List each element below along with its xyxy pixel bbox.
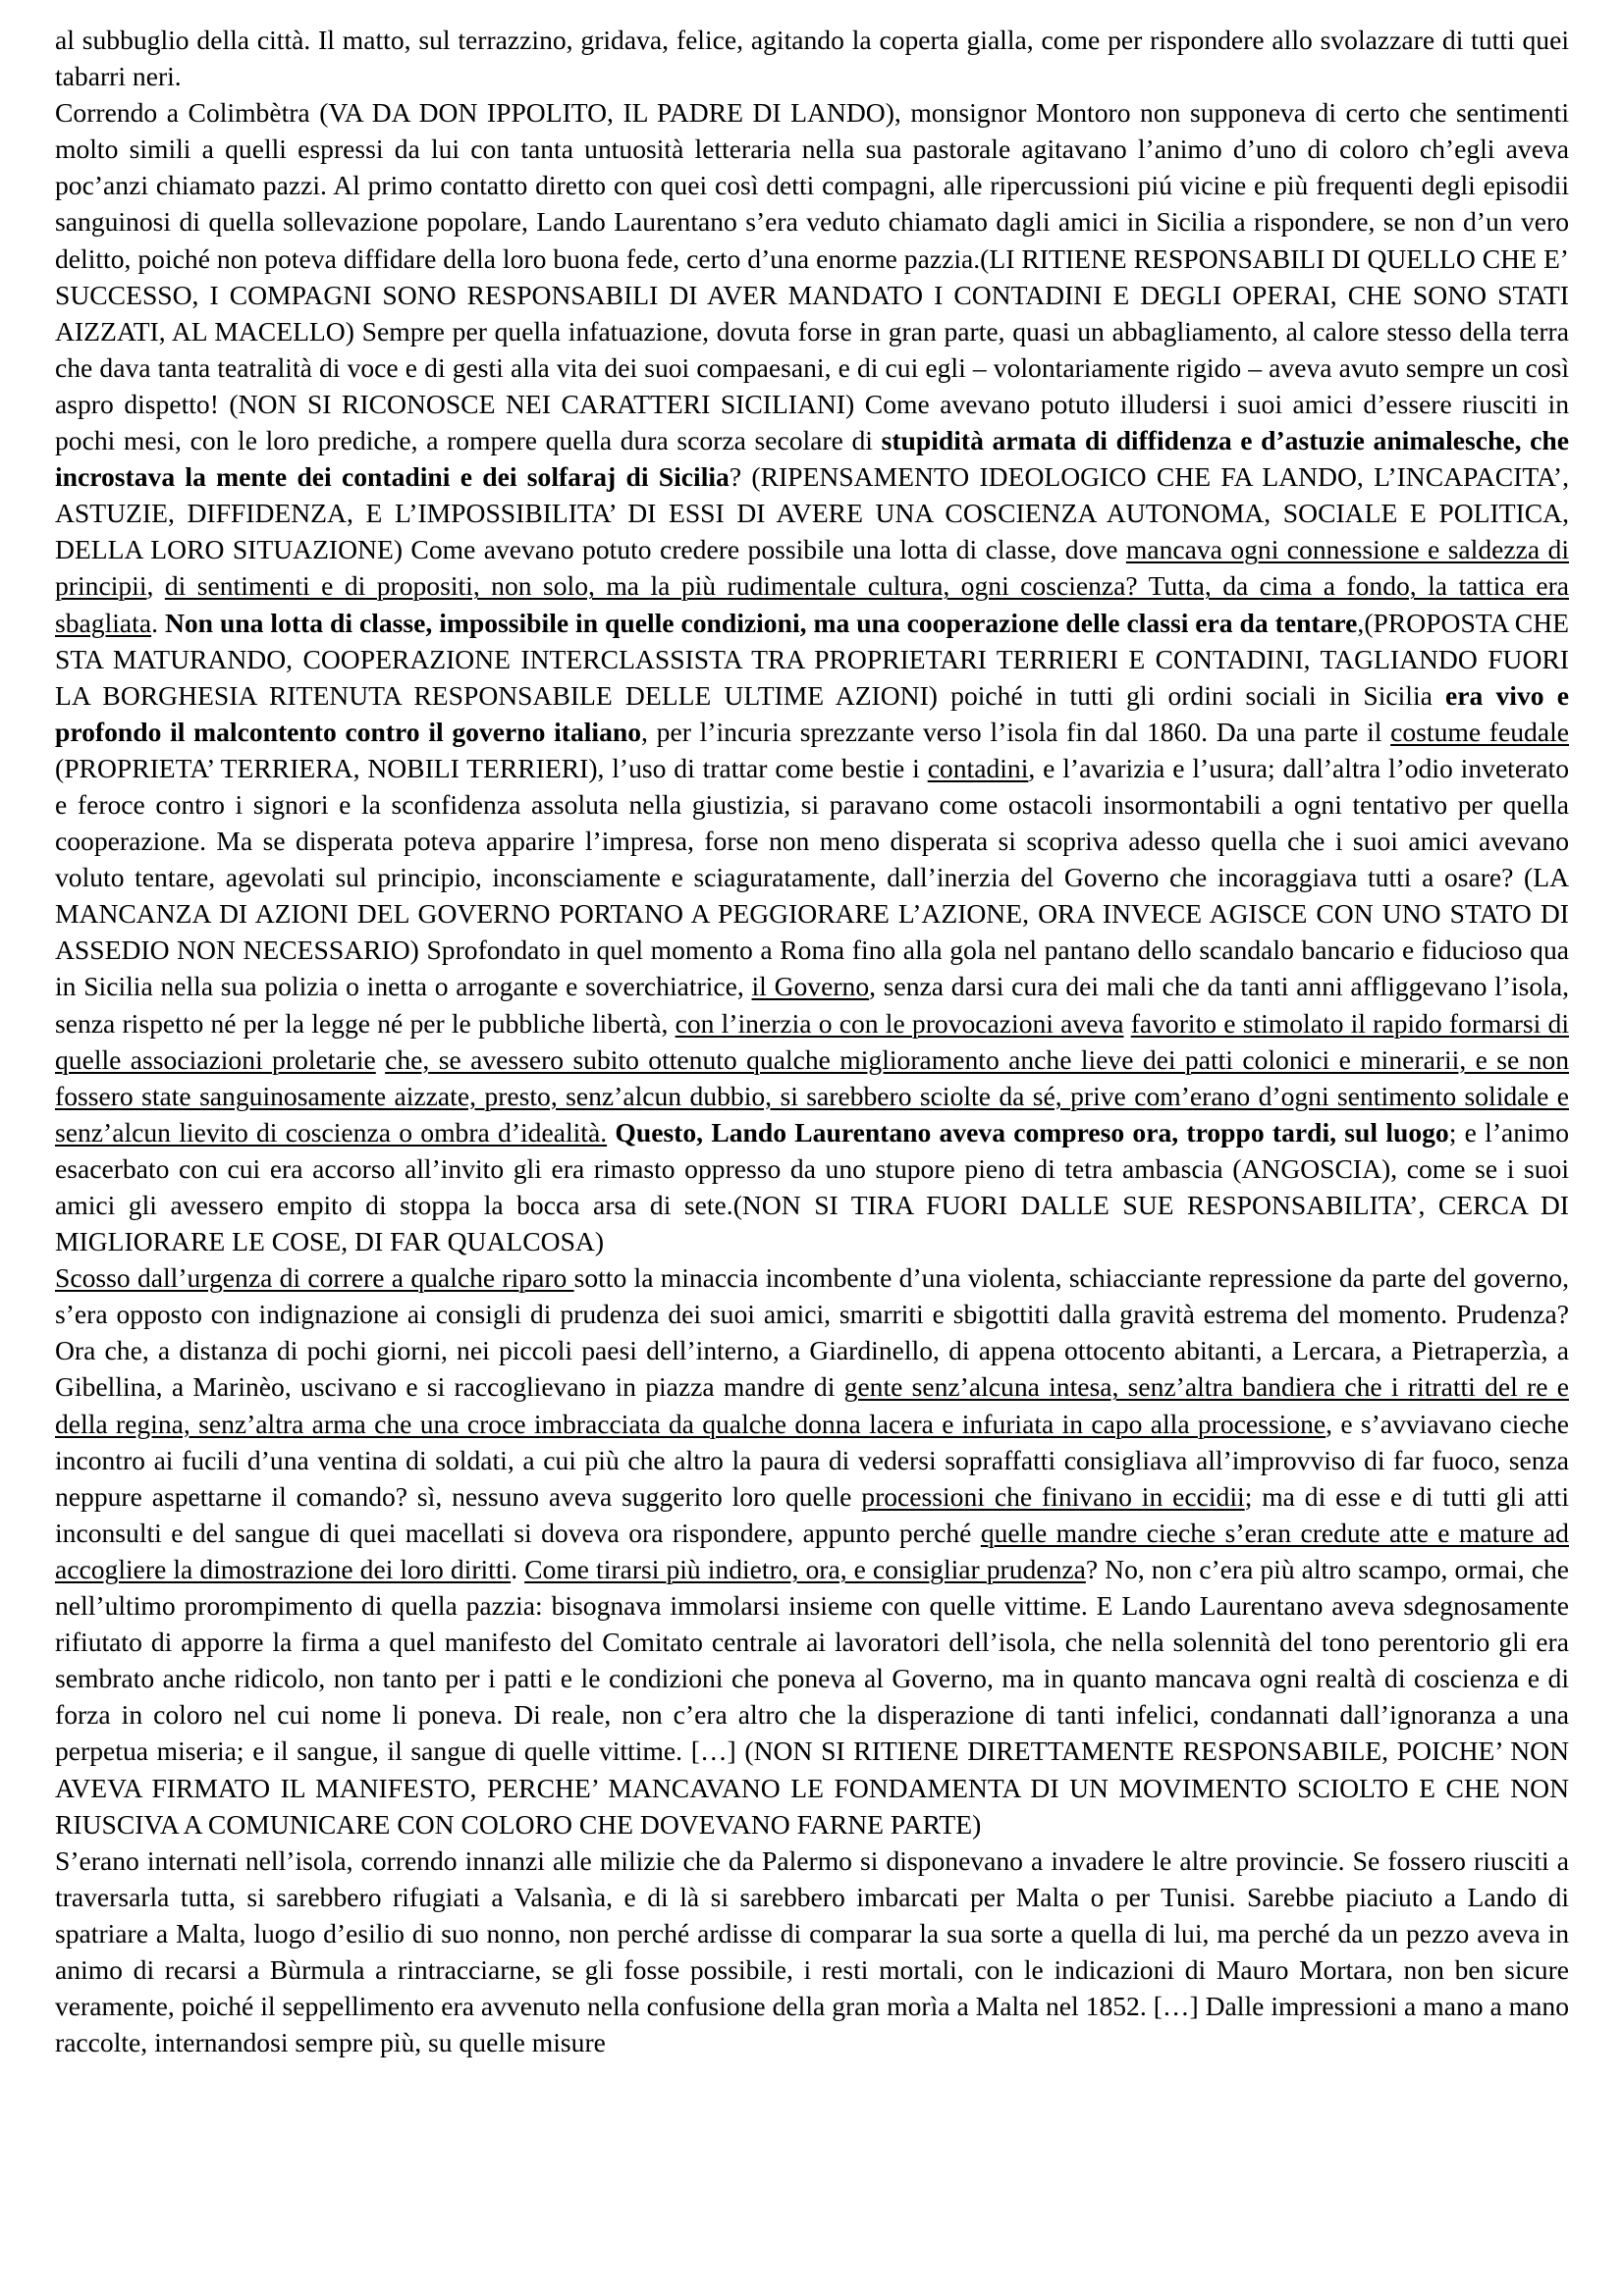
underlined-text: favorito e stimolato il rapido formarsi di quelle associazioni proletarie (55, 1007, 1569, 1075)
text-segment: sotto la minaccia incombente d’una violenta, schiacciante repressione da parte del governo, s’era opposto con indignazione ai consigli di prudenza dei suoi amici, smarriti e sbigottiti dalla gravità estrema del momento. Prudenza? Ora che, a distanza di pochi giorni, nei piccoli paesi dell’interno, a Giardinello, di appena ottocento abitanti, a Lercara, a Pietraperzìa, a Gibellina, a Marinèo, uscivano e si raccoglievano in piazza mandre di (55, 1262, 1569, 1403)
underlined-text: con l’inerzia o con le provocazioni aveva (675, 1007, 1124, 1039)
underlined-text: mancava ogni connessione e saldezza di principii (55, 534, 1569, 602)
paragraph (55, 94, 1569, 1259)
text-segment: ; e l’animo esacerbato con cui era accorso all’invito gli era rimasto oppresso da uno stupore pieno di tetra ambascia (ANGOSCIA), come se i suoi amici gli avessero empito di stoppa la bocca arsa di sete.(NON SI TIRA FUORI DALLE SUE RESPONSABILITA’, CERCA DI MIGLIORARE LE COSE, DI FAR QUALCOSA) (55, 1116, 1569, 1257)
document-body (55, 22, 1569, 2060)
bold-text: Non una lotta di classe, impossibile in quelle condizioni, ma una cooperazione delle classi era da tentare (164, 607, 1358, 638)
bold-text: Questo, Lando Laurentano aveva compreso ora, troppo tardi, sul luogo (615, 1116, 1449, 1148)
text-segment: al subbuglio della città. Il matto, sul terrazzino, gridava, felice, agitando la coperta gialla, come per rispondere allo svolazzare di tutti quei tabarri neri. (55, 25, 1569, 92)
text-segment: , per l’incuria sprezzante verso l’isola fin dal 1860. Da una parte il (641, 716, 1391, 747)
underlined-text: gente senz’alcuna intesa, senz’altra bandiera che i ritratti del re e della regina, senz’altra arma che una croce imbracciata da qualche donna lacera e infuriata in capo alla processione (55, 1371, 1569, 1439)
underlined-text: quelle mandre cieche s’eran credute atte e mature ad accogliere la dimostrazione dei loro diritti (55, 1517, 1569, 1584)
text-segment: , e l’avarizia e l’usura; dall’altra l’odio inveterato e feroce contro i signori e la sconfidenza assoluta nella giustizia, si paravano come ostacoli insormontabili a ogni tentativo per quella cooperazione. Ma se disperata poteva apparire l’impresa, forse non meno disperata si scopriva adesso quella che i suoi amici avevano voluto tentare, agevolati sul principio, inconsciamente e sciaguratamente, dall’inerzia del Governo che incoraggiava tutti a osare? (LA MANCANZA DI AZIONI DEL GOVERNO PORTANO A PEGGIORARE L’AZIONE, ORA INVECE AGISCE CON UNO STATO DI ASSEDIO NON NECESSARIO) Sprofondato in quel momento a Roma fino alla gola nel pantano dello scandalo bancario e fiducioso qua in Sicilia nella sua polizia o inetta o arrogante e soverchiatrice, (55, 752, 1569, 1002)
underlined-text: costume feudale (1390, 716, 1569, 747)
text-segment: ? No, non c’era più altro scampo, ormai, che nell’ultimo prorompimento di quella pazzia: bisognava immolarsi insieme con quelle vittime. E Lando Laurentano aveva sdegnosamente rifiutato di apporre la firma a quel manifesto del Comitato centrale ai lavoratori dell’isola, che nella solennità del tono perentorio gli era sembrato anche ridicolo, non tanto per i patti e le condizioni che poneva al Governo, ma in quanto mancava ogni realtà di coscienza e di forza in coloro nel cui nome li poneva. Di reale, non c’era altro che la disperazione di tanti infelici, condannati dall’ignoranza a una perpetua miseria; e il sangue, il sangue di quelle vittime. […] (NON SI RITIENE DIRETTAMENTE RESPONSABILE, POICHE’ NON AVEVA FIRMATO IL MANIFESTO, PERCHE’ MANCAVANO LE FONDAMENTA DI UN MOVIMENTO SCIOLTO E CHE NON RIUSCIVA A COMUNICARE CON COLORO CHE DOVEVANO FARNE PARTE) (55, 1553, 1570, 1840)
text-segment: , e s’avviavano cieche incontro ai fucili d’una ventina di soldati, a cui più che altro la paura di vedersi sopraffatti consigliava all’improvviso di far fuoco, senza neppure aspettarne il comando? sì, nessuno aveva suggerito loro quelle (55, 1408, 1569, 1512)
underlined-text: contadini (927, 752, 1029, 783)
bold-text: stupidità armata di diffidenza e d’astuzie animalesche, che incrostava la mente dei contadini e dei solfaraj di Sicilia (55, 425, 1569, 493)
text-segment: , (146, 570, 165, 602)
underlined-text: il Governo (751, 971, 870, 1002)
text-segment: (PROPRIETA’ TERRIERA, NOBILI TERRIERI), l’uso di trattar come bestie i (55, 752, 928, 783)
underlined-text: di sentimenti e di propositi, non solo, ma la più rudimentale cultura, ogni coscienza? Tutta, da cima a fondo, la tattica era sbagliata (55, 570, 1570, 638)
underlined-text: processioni che finivano in eccidii (861, 1480, 1245, 1512)
paragraph (55, 1259, 1569, 1842)
text-segment (1124, 1008, 1131, 1039)
text-segment: ? (RIPENSAMENTO IDEOLOGICO CHE FA LANDO, L’INCAPACITA’, ASTUZIE, DIFFIDENZA, E L’IMPOSSIBILITA’ DI ESSI DI AVERE UNA COSCIENZA AUTONOMA, SOCIALE E POLITICA, DELLA LORO SITUAZIONE) Come avevano potuto credere possibile una lotta di classe, dove (55, 461, 1569, 565)
text-segment: ; ma di esse e di tutti gli atti inconsulti e del sangue di quei macellati si doveva ora rispondere, appunto perché (55, 1480, 1570, 1548)
underlined-text: Come tirarsi più indietro, ora, e consigliar prudenza (524, 1553, 1086, 1584)
bold-text: era vivo e profondo il malcontento contro il governo italiano (55, 679, 1569, 747)
text-segment: , senza darsi cura dei mali che da tanti anni affliggevano l’isola, senza rispetto né per la legge né per le pubbliche libertà, (55, 971, 1569, 1039)
text-segment: Correndo a Colimbètra (VA DA DON IPPOLITO, IL PADRE DI LANDO), monsignor Montoro non supponeva di certo che sentimenti molto simili a quelli espressi da lui con tanta untuosità letteraria nella sua pastorale agitavano l’animo d’uno di coloro ch’egli aveva poc’anzi chiamato pazzi. Al primo contatto diretto con quei così detti compagni, alle ripercussioni piú vicine e più frequenti degli episodii sanguinosi di quella sollevazione popolare, Lando Laurentano s’era veduto chiamato dagli amici in Sicilia a rispondere, se non d’un vero delitto, poiché non poteva diffidare della loro buona fede, certo d’una enorme pazzia.(LI RITIENE RESPONSABILI DI QUELLO CHE E’ SUCCESSO, I COMPAGNI SONO RESPONSABILI DI AVER MANDATO I CONTADINI E DEGLI OPERAI, CHE SONO STATI AIZZATI, AL MACELLO) Sempre per quella infatuazione, dovuta forse in gran parte, quasi un abbagliamento, al calore stesso della terra che dava tanta teatralità di voce e di gesti alla vita dei suoi compaesani, e di cui egli – volontariamente rigido – aveva avuto sempre un così aspro dispetto! (NON SI RICONOSCE NEI CARATTERI SICILIANI) Come avevano potuto illudersi i suoi amici d’essere riusciti in pochi mesi, con le loro prediche, a rompere quella dura scorza secolare di (55, 97, 1569, 456)
underlined-text: che, se avessero subito ottenuto qualche miglioramento anche lieve dei patti colonici e minerarii, e se non fossero state sanguinosamente aizzate, presto, senz’alcun dubbio, si sarebbero sciolte da sé, prive com’erano d’ogni sentimento solidale e senz’alcun lievito di coscienza o ombra d’idealità. (55, 1043, 1569, 1148)
text-segment: S’erano internati nell’isola, correndo innanzi alle milizie che da Palermo si disponevano a invadere le altre provincie. Se fossero riusciti a traversarla tutta, si sarebbero rifugiati a Valsanìa, e di là si sarebbero imbarcati per Malta o per Tunisi. Sarebbe piaciuto a Lando di spatriare a Malta, luogo d’esilio di suo nonno, non perché ardisse di comparar la sua sorte a quella di lui, ma perché da un pezzo aveva in animo di recarsi a Bùrmula a rintracciarne, se gli fosse possibile, i resti mortali, con le indicazioni di Mauro Mortara, non ben sicure veramente, poiché il seppellimento era avvenuto nella confusione della gran morìa a Malta nel 1852. […] Dalle impressioni a mano a mano raccolte, internandosi sempre più, su quelle misure (55, 1844, 1569, 2058)
paragraph (55, 1842, 1569, 2061)
underlined-text: Scosso dall’urgenza di correre a qualche riparo (55, 1262, 574, 1294)
text-segment: . (151, 607, 165, 638)
text-segment: . (511, 1553, 525, 1584)
paragraph (55, 22, 1569, 94)
text-segment: ,(PROPOSTA CHE STA MATURANDO, COOPERAZIONE INTERCLASSISTA TRA PROPRIETARI TERRIERI E CONTADINI, TAGLIANDO FUORI LA BORGHESIA RITENUTA RESPONSABILE DELLE ULTIME AZIONI) poiché in tutti gli ordini sociali in Sicilia (55, 607, 1569, 711)
text-segment (376, 1044, 385, 1075)
